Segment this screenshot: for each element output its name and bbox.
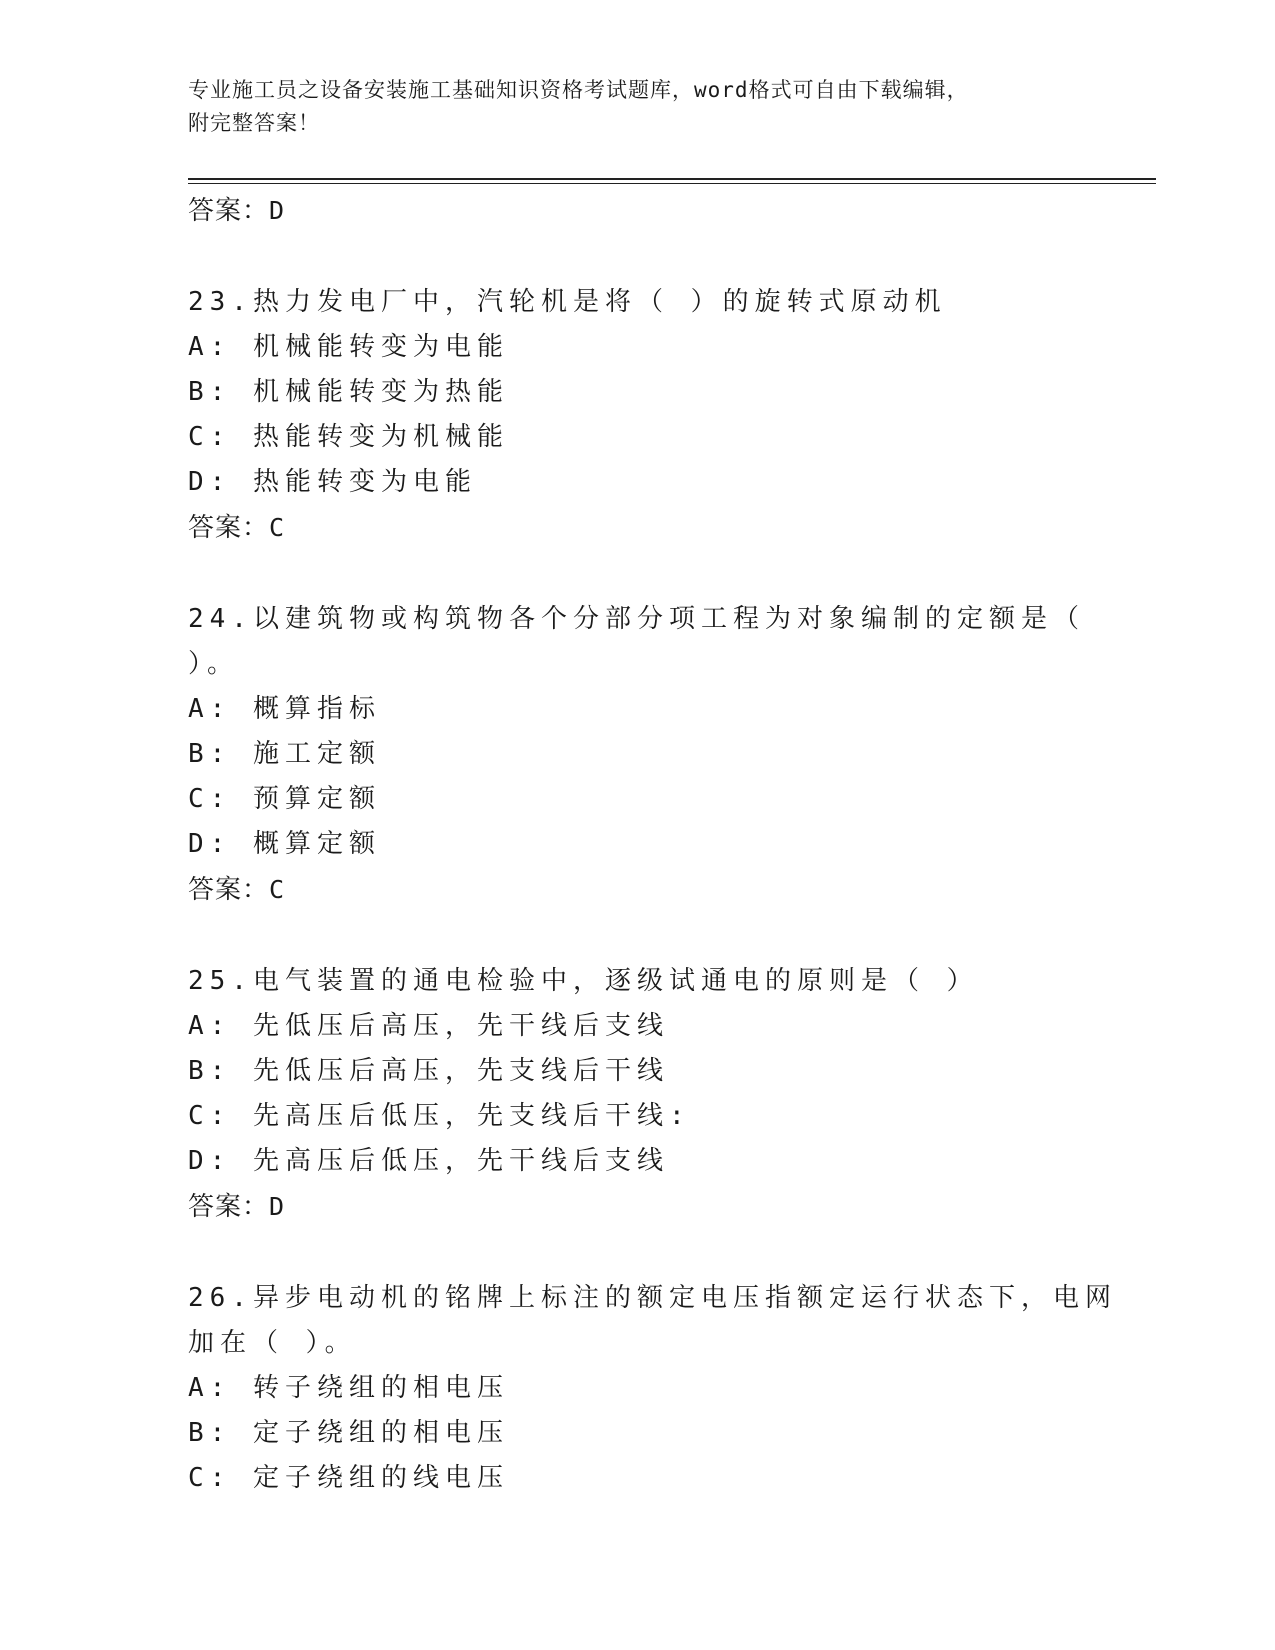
question-answer	[188, 505, 1148, 550]
answer-value: D	[269, 1192, 286, 1221]
option-b: B: 定子绕组的相电压	[188, 1418, 509, 1448]
option-d: D: 先高压后低压，先干线后支线	[188, 1146, 669, 1176]
option-c: C: 定子绕组的线电压	[188, 1463, 509, 1493]
option-b: B: 先低压后高压，先支线后干线	[188, 1056, 669, 1086]
question-25	[188, 959, 1148, 1229]
option-c: C: 热能转变为机械能	[188, 422, 509, 452]
page-header	[188, 74, 1088, 140]
question-text: 23.热力发电厂中，汽轮机是将（ ）的旋转式原动机	[188, 287, 947, 317]
option-b: B: 施工定额	[188, 739, 381, 769]
header-title-line2: 附完整答案！	[188, 111, 320, 135]
question-text: 24.以建筑物或构筑物各个分部分项工程为对象编制的定额是（ ）。	[188, 604, 1085, 679]
option-c: C: 预算定额	[188, 784, 381, 814]
option-c: C: 先高压后低压，先支线后干线:	[188, 1101, 691, 1131]
option-a: A: 概算指标	[188, 694, 381, 724]
question-answer	[188, 867, 1148, 912]
option-d: D: 概算定额	[188, 829, 381, 859]
header-divider-thick	[188, 178, 1156, 180]
option-a: A: 转子绕组的相电压	[188, 1373, 509, 1403]
option-d: D: 热能转变为电能	[188, 467, 477, 497]
option-b: B: 机械能转变为热能	[188, 377, 509, 407]
question-text: 25.电气装置的通电检验中，逐级试通电的原则是（ ）	[188, 966, 979, 996]
header-divider-thin	[188, 183, 1156, 184]
question-list	[188, 188, 1148, 1501]
question-answer	[188, 1184, 1148, 1229]
header-title-line1: 专业施工员之设备安装施工基础知识资格考试题库，word格式可自由下载编辑，	[188, 78, 969, 102]
option-a: A: 机械能转变为电能	[188, 332, 509, 362]
question-23	[188, 280, 1148, 550]
answer-label: 答案：	[188, 1192, 270, 1222]
question-text: 26.异步电动机的铭牌上标注的额定电压指额定运行状态下，电网加在（ ）。	[188, 1283, 1117, 1358]
answer-value: D	[269, 196, 286, 225]
answer-label: 答案：	[188, 196, 270, 226]
answer-label: 答案：	[188, 875, 270, 905]
option-a: A: 先低压后高压，先干线后支线	[188, 1011, 669, 1041]
question-26	[188, 1276, 1148, 1501]
question-24	[188, 597, 1148, 912]
previous-answer	[188, 188, 1148, 233]
answer-value: C	[269, 875, 286, 904]
answer-value: C	[269, 513, 286, 542]
answer-label: 答案：	[188, 513, 270, 543]
